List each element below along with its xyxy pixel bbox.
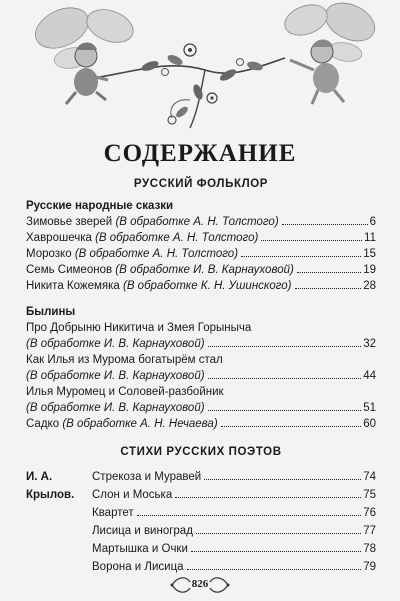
page-ref: 44 — [363, 370, 376, 382]
page-ref: 75 — [363, 489, 376, 501]
page-ref: 74 — [363, 471, 376, 483]
dot-leader — [187, 569, 362, 570]
section-heading-poets: СТИХИ РУССКИХ ПОЭТОВ — [120, 446, 282, 458]
page-number: 826 — [191, 578, 209, 590]
dot-leader — [204, 479, 361, 480]
fairies-illustration — [0, 0, 400, 135]
toc-entry-title[interactable]: Как Илья из Мурома богатырём стал — [26, 354, 223, 366]
dot-leader — [137, 515, 362, 516]
page-ref: 51 — [363, 402, 376, 414]
toc-entry[interactable]: Стрекоза и Муравей 74 — [92, 468, 376, 486]
dot-leader — [208, 346, 362, 347]
page-ref: 15 — [363, 248, 376, 260]
dot-leader — [191, 551, 361, 552]
toc-entry-title[interactable]: Илья Муромец и Соловей-разбойник — [26, 386, 224, 398]
toc-entry[interactable]: (В обработке И. В. Карнауховой) 32 — [26, 338, 376, 350]
dot-leader — [175, 497, 361, 498]
page-ref: 11 — [364, 232, 376, 244]
dot-leader — [208, 410, 362, 411]
dot-leader — [196, 533, 361, 534]
section-heading-folklore: РУССКИЙ ФОЛЬКЛОР — [133, 178, 269, 190]
toc-entry[interactable]: Морозко (В обработке А. Н. Толстого) 15 — [26, 248, 376, 260]
spacer — [26, 294, 376, 306]
dot-leader — [241, 256, 361, 257]
toc-entry[interactable]: Садко (В обработке А. Н. Нечаева) 60 — [26, 418, 376, 430]
toc-entry[interactable]: Никита Кожемяка (В обработке К. Н. Ушинского) 28 — [26, 280, 376, 292]
toc-entry[interactable]: Мартышка и Очки 78 — [92, 540, 376, 558]
author-name: И. А. Крылов. — [26, 471, 75, 501]
author-works — [92, 468, 376, 576]
dot-leader — [261, 240, 362, 241]
toc-entry[interactable]: Квартет 76 — [92, 504, 376, 522]
toc-entry[interactable]: Лисица и виноград 77 — [92, 522, 376, 540]
author-block — [26, 468, 376, 576]
toc-entry[interactable]: (В обработке И. В. Карнауховой) 44 — [26, 370, 376, 382]
page-ref: 19 — [363, 264, 376, 276]
page-ref: 6 — [369, 216, 376, 228]
dot-leader — [297, 272, 361, 273]
page-number-badge — [168, 574, 232, 596]
toc-entry[interactable]: (В обработке И. В. Карнауховой) 51 — [26, 402, 376, 414]
toc-entry[interactable]: Слон и Моська 75 — [92, 486, 376, 504]
dot-leader — [221, 426, 362, 427]
toc-entry[interactable]: Ворона и Лисица 79 — [92, 558, 376, 576]
page-ref: 60 — [363, 418, 376, 430]
dot-leader — [282, 224, 368, 225]
page-ref: 78 — [363, 543, 376, 555]
toc-entry[interactable]: Хаврошечка (В обработке А. Н. Толстого) 11 — [26, 232, 376, 244]
dot-leader — [295, 288, 362, 289]
group-heading-fairy-tales: Русские народные сказки — [26, 200, 174, 212]
page-ref: 76 — [363, 507, 376, 519]
toc-entry[interactable]: Зимовье зверей (В обработке А. Н. Толстого) 6 — [26, 216, 376, 228]
dot-leader — [208, 378, 362, 379]
toc-entry-title[interactable]: Про Добрыню Никитича и Змея Горыныча — [26, 322, 252, 334]
group-heading-byliny: Былины — [26, 306, 76, 318]
page-ref: 79 — [363, 561, 376, 573]
toc-entry[interactable]: Семь Симеонов (В обработке И. В. Карнауховой) 19 — [26, 264, 376, 276]
page-title: СОДЕРЖАНИЕ — [103, 140, 297, 167]
page-ref: 77 — [363, 525, 376, 537]
table-of-contents — [26, 178, 376, 576]
page-ref: 32 — [363, 338, 376, 350]
page-ref: 28 — [363, 280, 376, 292]
